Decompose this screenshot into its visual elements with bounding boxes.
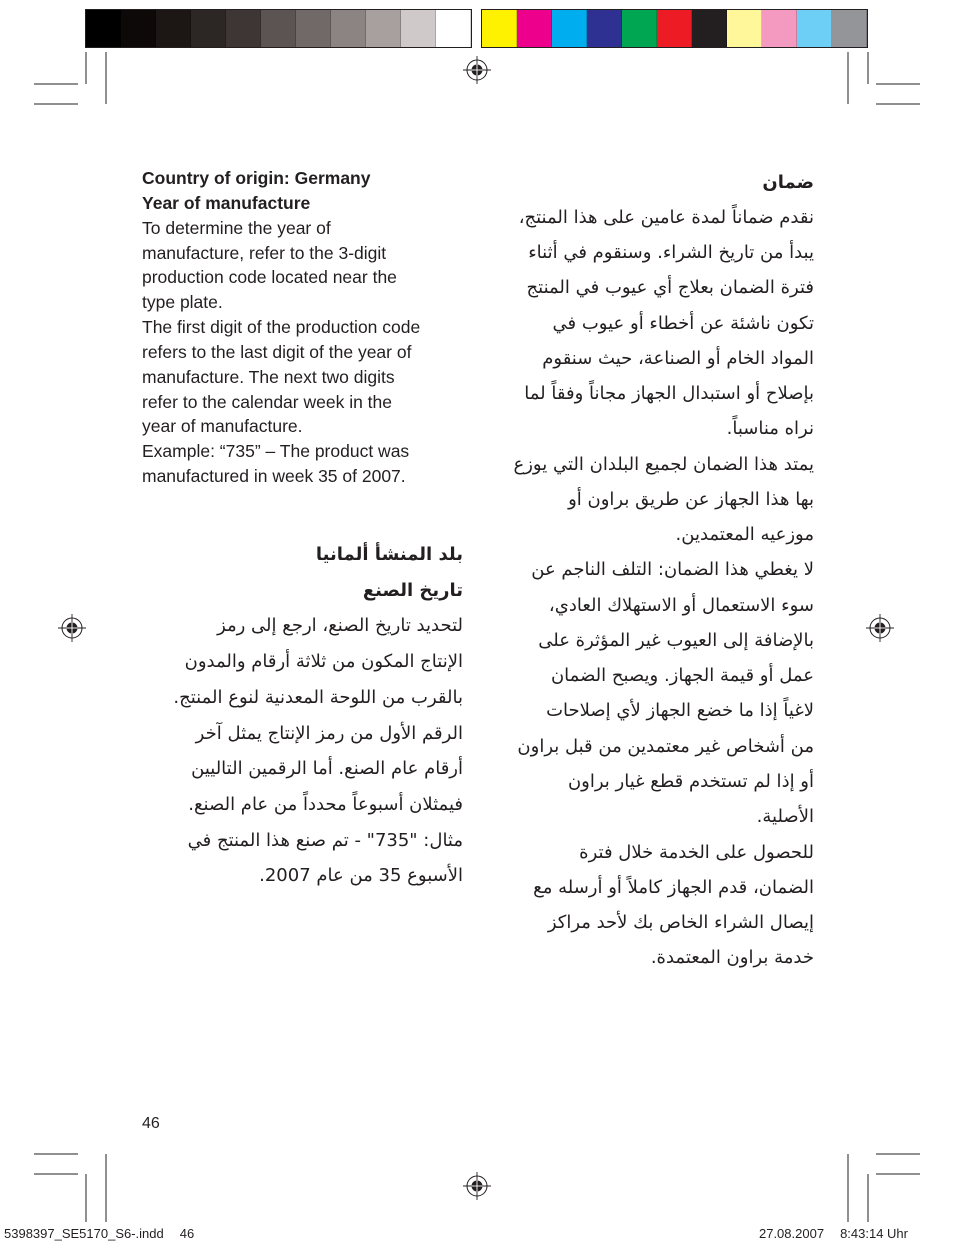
text-line: refer to the calendar week in the — [142, 391, 393, 412]
arabic-country-heading: بلد المنشأ ألمانيا — [315, 544, 463, 565]
registration-mark-icon — [463, 1172, 491, 1200]
text-line: The first digit of the production code — [142, 317, 421, 338]
text-line: To determine the year of — [142, 217, 331, 238]
registration-mark-icon — [463, 56, 491, 84]
text-line: year of manufacture. — [142, 416, 303, 437]
text-line: نقدم ضماناً لمدة عامين على هذا المنتج، — [518, 206, 814, 228]
slug-date: 27.08.2007 — [758, 1226, 825, 1241]
text-line: إيصال الشراء الخاص بك لأحد مراكز — [547, 912, 814, 934]
text-line: موزعيه المعتمدين. — [675, 524, 814, 546]
text-line: للحصول على الخدمة خلال فترة — [579, 841, 814, 863]
text-line: يمتد هذا الضمان لجميع البلدان التي يوزع — [513, 453, 814, 475]
slug-file-name: 5398397_SE5170_S6-.indd — [4, 1226, 164, 1241]
page-number: 46 — [142, 1115, 160, 1132]
arabic-warranty-body — [494, 200, 814, 976]
slug-page: 46 — [179, 1226, 195, 1241]
text-line: أو إذا لم تستخدم قطع غيار براون — [567, 771, 814, 793]
text-line: لاغياً إذا ما خضع الجهاز لأي إصلاحات — [546, 700, 814, 722]
text-line: خدمة براون المعتمدة. — [650, 947, 814, 969]
text-line: الضمان، قدم الجهاز كاملاً أو أرسله مع — [533, 876, 814, 898]
text-line: الأصلية. — [756, 806, 814, 828]
arabic-origin-section — [160, 537, 463, 894]
text-line: فيمثلان أسبوعاً محدداً من عام الصنع. — [188, 793, 463, 815]
text-line: عمل أو قيمة الجهاز. ويصبح الضمان — [550, 665, 814, 687]
text-line: مثال: "735" - تم صنع هذا المنتج في — [187, 829, 463, 851]
text-line: الرقم الأول من رمز الإنتاج يمثل آخر — [195, 722, 463, 744]
english-body — [142, 216, 472, 489]
text-line: manufacture. The next two digits — [142, 366, 395, 387]
text-line: الإنتاج المكون من ثلاثة أرقام والمدون — [184, 651, 463, 673]
arabic-origin-body — [160, 608, 463, 894]
text-line: الأسبوع 35 من عام 2007. — [259, 865, 463, 887]
country-of-origin-heading: Country of origin: Germany — [142, 168, 371, 188]
text-line: نراه مناسباً. — [726, 418, 814, 440]
text-line: type plate. — [142, 292, 223, 313]
text-line: بإصلاح أو استبدال الجهاز مجاناً وفقاً لما — [524, 383, 814, 405]
print-slug-timestamp — [759, 1226, 908, 1242]
registration-mark-icon — [866, 614, 894, 642]
text-line: أرقام عام الصنع. أما الرقمين التاليين — [191, 758, 463, 780]
text-line: تكون ناشئة عن أخطاء أو عيوب في — [552, 312, 814, 334]
text-line: Example: “735” – The product was — [142, 441, 410, 462]
text-line: production code located near the — [142, 267, 397, 288]
text-line: بالقرب من اللوحة المعدنية لنوع المنتج. — [173, 686, 463, 708]
arabic-warranty-section — [494, 165, 814, 976]
text-line: manufacture, refer to the 3-digit — [142, 242, 387, 263]
text-line: يبدأ من تاريخ الشراء. وسنقوم في أثناء — [528, 242, 814, 264]
registration-mark-icon — [58, 614, 86, 642]
english-origin-section — [142, 166, 472, 489]
text-line: manufactured in week 35 of 2007. — [142, 466, 406, 487]
text-line: بها هذا الجهاز عن طريق براون أو — [568, 488, 814, 510]
print-slug-file — [4, 1226, 194, 1242]
arabic-warranty-heading: ضمان — [762, 171, 814, 193]
text-line: فترة الضمان بعلاج أي عيوب في المنتج — [526, 277, 814, 299]
text-line: المواد الخام أو الصناعة، حيث سنقوم — [542, 347, 814, 369]
text-line: من أشخاص غير معتمدين من قبل براون — [517, 735, 814, 757]
slug-time: 8:43:14 Uhr — [840, 1226, 908, 1241]
arabic-year-heading: تاريخ الصنع — [362, 579, 463, 601]
text-line: لتحديد تاريخ الصنع، ارجع إلى رمز — [217, 615, 463, 637]
text-line: سوء الاستعمال أو الاستهلاك العادي، — [548, 594, 814, 616]
text-line: refers to the last digit of the year of — [142, 341, 412, 362]
text-line: لا يغطي هذا الضمان: التلف الناجم عن — [531, 559, 814, 581]
year-of-manufacture-heading: Year of manufacture — [142, 192, 311, 213]
text-line: بالإضافة إلى العيوب غير المؤثرة على — [538, 629, 814, 651]
